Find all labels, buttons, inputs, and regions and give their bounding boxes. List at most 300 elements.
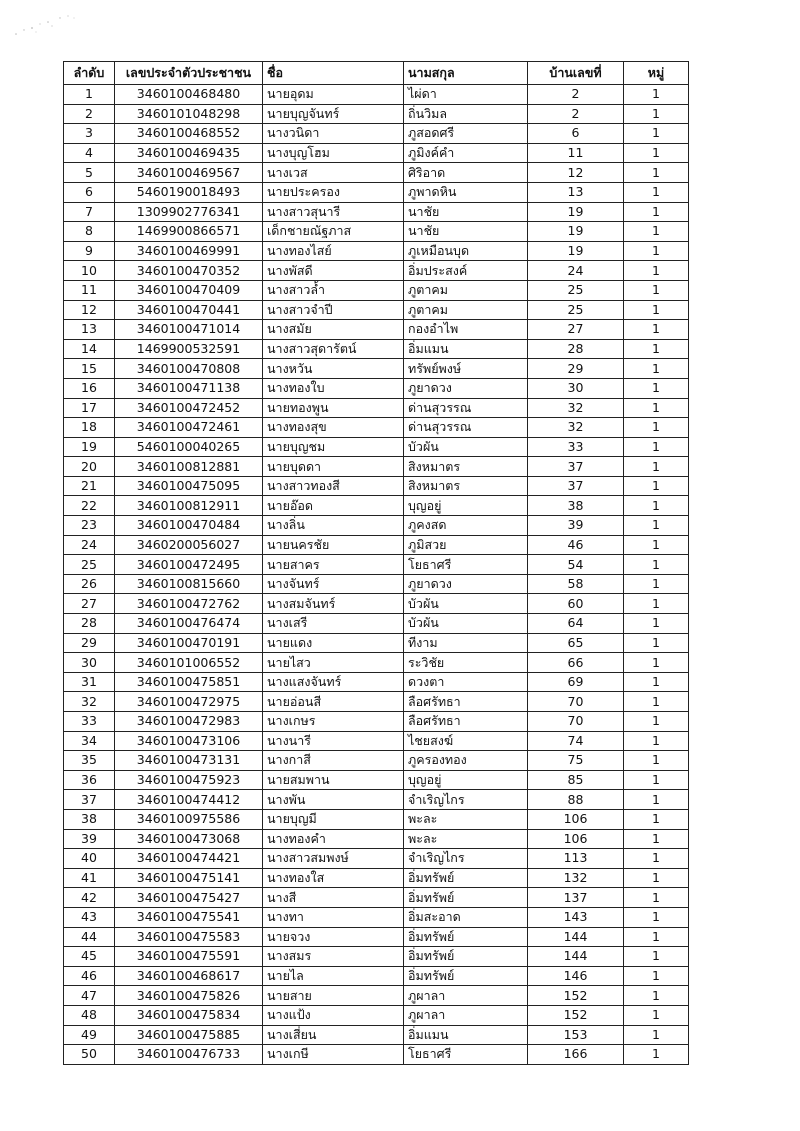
row-surname: ทรัพย์พงษ์: [404, 359, 528, 379]
row-village-number: 1: [624, 692, 689, 712]
header-order: ลำดับ: [64, 62, 115, 85]
table-row: [64, 751, 689, 771]
table-row: [64, 320, 689, 340]
row-citizen-id: 3460100472452: [115, 398, 263, 418]
row-order: 18: [64, 418, 115, 438]
row-citizen-id: 3460100475583: [115, 927, 263, 947]
row-first-name: นางพัสดี: [263, 261, 404, 281]
row-order: 33: [64, 712, 115, 732]
row-first-name: นางสาวจำปี: [263, 300, 404, 320]
row-citizen-id: 3460100470441: [115, 300, 263, 320]
table-row: [64, 124, 689, 144]
row-citizen-id: 3460100472975: [115, 692, 263, 712]
table-row: [64, 1005, 689, 1025]
row-first-name: นายทองพูน: [263, 398, 404, 418]
row-order: 46: [64, 966, 115, 986]
row-village-number: 1: [624, 437, 689, 457]
row-house-number: 143: [528, 907, 624, 927]
row-house-number: 64: [528, 614, 624, 634]
row-surname: พะละ: [404, 809, 528, 829]
row-first-name: นางสาวล้ำ: [263, 280, 404, 300]
row-order: 25: [64, 555, 115, 575]
row-citizen-id: 3460100470409: [115, 280, 263, 300]
row-order: 28: [64, 614, 115, 634]
row-first-name: นายบุดดา: [263, 457, 404, 477]
row-first-name: นางสาวสุนารี: [263, 202, 404, 222]
row-first-name: นายบุญมี: [263, 809, 404, 829]
table-row: [64, 574, 689, 594]
row-house-number: 19: [528, 241, 624, 261]
row-surname: ด่านสุวรรณ: [404, 398, 528, 418]
row-citizen-id: 1309902776341: [115, 202, 263, 222]
row-house-number: 106: [528, 829, 624, 849]
row-village-number: 1: [624, 476, 689, 496]
row-citizen-id: 3460100475834: [115, 1005, 263, 1025]
table-row: [64, 85, 689, 105]
row-surname: อิ่มสะอาด: [404, 907, 528, 927]
row-house-number: 144: [528, 947, 624, 967]
row-order: 17: [64, 398, 115, 418]
table-row: [64, 457, 689, 477]
row-village-number: 1: [624, 378, 689, 398]
row-first-name: นางนารี: [263, 731, 404, 751]
row-house-number: 144: [528, 927, 624, 947]
table-row: [64, 770, 689, 790]
row-citizen-id: 3460100475885: [115, 1025, 263, 1045]
row-citizen-id: 3460100471138: [115, 378, 263, 398]
row-village-number: 1: [624, 672, 689, 692]
table-row: [64, 927, 689, 947]
row-village-number: 1: [624, 182, 689, 202]
row-surname: ภูสอดศรี: [404, 124, 528, 144]
row-village-number: 1: [624, 770, 689, 790]
row-surname: ภูตาคม: [404, 280, 528, 300]
row-order: 40: [64, 849, 115, 869]
row-house-number: 38: [528, 496, 624, 516]
row-citizen-id: 3460100475427: [115, 888, 263, 908]
table-row: [64, 378, 689, 398]
row-house-number: 25: [528, 280, 624, 300]
row-house-number: 152: [528, 1005, 624, 1025]
row-village-number: 1: [624, 1045, 689, 1065]
row-order: 38: [64, 809, 115, 829]
row-first-name: นายบุญจันทร์: [263, 104, 404, 124]
row-house-number: 30: [528, 378, 624, 398]
row-village-number: 1: [624, 888, 689, 908]
table-row: [64, 359, 689, 379]
row-citizen-id: 3460100469567: [115, 163, 263, 183]
row-surname: ด่านสุวรรณ: [404, 418, 528, 438]
row-village-number: 1: [624, 868, 689, 888]
row-citizen-id: 3460100815660: [115, 574, 263, 594]
row-first-name: นางทองใบ: [263, 378, 404, 398]
row-order: 48: [64, 1005, 115, 1025]
row-first-name: นายประครอง: [263, 182, 404, 202]
row-order: 6: [64, 182, 115, 202]
row-citizen-id: 3460100472762: [115, 594, 263, 614]
row-first-name: นางเกษี: [263, 1045, 404, 1065]
row-surname: ดวงตา: [404, 672, 528, 692]
row-first-name: นางเกษร: [263, 712, 404, 732]
table-row: [64, 653, 689, 673]
row-order: 44: [64, 927, 115, 947]
row-house-number: 19: [528, 222, 624, 242]
table-row: [64, 614, 689, 634]
row-house-number: 32: [528, 418, 624, 438]
row-order: 2: [64, 104, 115, 124]
row-surname: นาชัย: [404, 222, 528, 242]
table-row: [64, 692, 689, 712]
row-village-number: 1: [624, 202, 689, 222]
row-citizen-id: 3460100470352: [115, 261, 263, 281]
row-citizen-id: 3460100469991: [115, 241, 263, 261]
row-house-number: 153: [528, 1025, 624, 1045]
row-order: 22: [64, 496, 115, 516]
table-row: [64, 222, 689, 242]
row-order: 8: [64, 222, 115, 242]
row-surname: อิ่มทรัพย์: [404, 868, 528, 888]
row-house-number: 106: [528, 809, 624, 829]
table-row: [64, 731, 689, 751]
row-order: 19: [64, 437, 115, 457]
row-house-number: 60: [528, 594, 624, 614]
row-village-number: 1: [624, 535, 689, 555]
row-surname: ภูพาดหิน: [404, 182, 528, 202]
row-order: 42: [64, 888, 115, 908]
row-house-number: 37: [528, 476, 624, 496]
row-village-number: 1: [624, 300, 689, 320]
row-village-number: 1: [624, 574, 689, 594]
table-row: [64, 947, 689, 967]
row-citizen-id: 3460100476474: [115, 614, 263, 634]
row-first-name: นางลิ่น: [263, 516, 404, 536]
row-village-number: 1: [624, 163, 689, 183]
table-row: [64, 712, 689, 732]
row-first-name: นางสี: [263, 888, 404, 908]
row-surname: โยธาศรี: [404, 555, 528, 575]
row-citizen-id: 3460100476733: [115, 1045, 263, 1065]
row-citizen-id: 3460100812881: [115, 457, 263, 477]
row-citizen-id: 3460100473131: [115, 751, 263, 771]
row-village-number: 1: [624, 143, 689, 163]
row-first-name: นางทองใส: [263, 868, 404, 888]
row-house-number: 2: [528, 85, 624, 105]
row-house-number: 33: [528, 437, 624, 457]
row-surname: สิงหมาตร: [404, 457, 528, 477]
row-citizen-id: 1469900532591: [115, 339, 263, 359]
row-house-number: 19: [528, 202, 624, 222]
row-first-name: นางสาวสุดารัตน์: [263, 339, 404, 359]
row-village-number: 1: [624, 516, 689, 536]
row-first-name: นางทองคำ: [263, 829, 404, 849]
row-citizen-id: 3460100475095: [115, 476, 263, 496]
row-village-number: 1: [624, 966, 689, 986]
row-first-name: นายไสว: [263, 653, 404, 673]
row-first-name: นายไล: [263, 966, 404, 986]
table-row: [64, 790, 689, 810]
row-house-number: 75: [528, 751, 624, 771]
row-order: 45: [64, 947, 115, 967]
row-citizen-id: 3460100975586: [115, 809, 263, 829]
row-first-name: นายจวง: [263, 927, 404, 947]
row-surname: ภูตาคม: [404, 300, 528, 320]
row-house-number: 66: [528, 653, 624, 673]
row-village-number: 1: [624, 849, 689, 869]
row-first-name: นายแดง: [263, 633, 404, 653]
row-house-number: 32: [528, 398, 624, 418]
row-surname: ระวิชัย: [404, 653, 528, 673]
row-house-number: 28: [528, 339, 624, 359]
row-house-number: 54: [528, 555, 624, 575]
row-citizen-id: 3460100468617: [115, 966, 263, 986]
row-house-number: 65: [528, 633, 624, 653]
row-citizen-id: 3460100475591: [115, 947, 263, 967]
row-village-number: 1: [624, 280, 689, 300]
row-village-number: 1: [624, 986, 689, 1006]
row-village-number: 1: [624, 1025, 689, 1045]
row-house-number: 132: [528, 868, 624, 888]
row-surname: ภูยาดวง: [404, 378, 528, 398]
row-village-number: 1: [624, 907, 689, 927]
row-first-name: นายบุญชม: [263, 437, 404, 457]
row-house-number: 27: [528, 320, 624, 340]
row-citizen-id: 3460100468552: [115, 124, 263, 144]
row-surname: อิ่มประสงค์: [404, 261, 528, 281]
row-house-number: 69: [528, 672, 624, 692]
row-first-name: นางพัน: [263, 790, 404, 810]
row-order: 21: [64, 476, 115, 496]
row-first-name: นางทองสุข: [263, 418, 404, 438]
row-house-number: 25: [528, 300, 624, 320]
row-first-name: นางวนิดา: [263, 124, 404, 144]
row-surname: ภูยาดวง: [404, 574, 528, 594]
table-row: [64, 339, 689, 359]
row-citizen-id: 3460100475141: [115, 868, 263, 888]
row-first-name: นางเสี่ยน: [263, 1025, 404, 1045]
row-village-number: 1: [624, 731, 689, 751]
row-citizen-id: 3460100812911: [115, 496, 263, 516]
row-house-number: 11: [528, 143, 624, 163]
row-citizen-id: 3460100470191: [115, 633, 263, 653]
row-house-number: 29: [528, 359, 624, 379]
row-village-number: 1: [624, 320, 689, 340]
row-first-name: นางบุญโฮม: [263, 143, 404, 163]
row-citizen-id: 5460100040265: [115, 437, 263, 457]
row-surname: บุญอยู่: [404, 770, 528, 790]
table-row: [64, 535, 689, 555]
row-first-name: นางทองไสย์: [263, 241, 404, 261]
table-row: [64, 300, 689, 320]
table-body: [64, 85, 689, 1065]
row-citizen-id: 3460200056027: [115, 535, 263, 555]
row-first-name: นายนครชัย: [263, 535, 404, 555]
row-first-name: นายอ่อนสี: [263, 692, 404, 712]
row-village-number: 1: [624, 1005, 689, 1025]
row-surname: ภูครองทอง: [404, 751, 528, 771]
table-row: [64, 163, 689, 183]
table-row: [64, 418, 689, 438]
header-first-name: ชื่อ: [263, 62, 404, 85]
row-citizen-id: 3460100475826: [115, 986, 263, 1006]
row-order: 15: [64, 359, 115, 379]
row-village-number: 1: [624, 496, 689, 516]
row-first-name: นางสมร: [263, 947, 404, 967]
row-house-number: 39: [528, 516, 624, 536]
row-first-name: เด็กชายณัฐภาส: [263, 222, 404, 242]
row-order: 36: [64, 770, 115, 790]
table-row: [64, 594, 689, 614]
table-row: [64, 516, 689, 536]
row-order: 49: [64, 1025, 115, 1045]
row-citizen-id: 3460100474412: [115, 790, 263, 810]
row-citizen-id: 3460100472461: [115, 418, 263, 438]
table-row: [64, 986, 689, 1006]
row-order: 1: [64, 85, 115, 105]
row-village-number: 1: [624, 339, 689, 359]
header-surname: นามสกุล: [404, 62, 528, 85]
table-row: [64, 104, 689, 124]
row-house-number: 6: [528, 124, 624, 144]
row-order: 39: [64, 829, 115, 849]
row-first-name: นางเสรี: [263, 614, 404, 634]
row-surname: ภูเหมือนบุด: [404, 241, 528, 261]
row-village-number: 1: [624, 947, 689, 967]
table-row: [64, 496, 689, 516]
row-citizen-id: 3460100475923: [115, 770, 263, 790]
row-village-number: 1: [624, 712, 689, 732]
row-order: 41: [64, 868, 115, 888]
table-row: [64, 849, 689, 869]
row-surname: ศิริอาด: [404, 163, 528, 183]
row-village-number: 1: [624, 751, 689, 771]
row-order: 3: [64, 124, 115, 144]
table-row: [64, 202, 689, 222]
table-row: [64, 476, 689, 496]
row-first-name: นางแสงจันทร์: [263, 672, 404, 692]
row-surname: อิ่มทรัพย์: [404, 888, 528, 908]
row-village-number: 1: [624, 555, 689, 575]
row-village-number: 1: [624, 633, 689, 653]
row-house-number: 85: [528, 770, 624, 790]
row-order: 9: [64, 241, 115, 261]
row-surname: บัวผัน: [404, 614, 528, 634]
row-surname: ลือศรัทธา: [404, 692, 528, 712]
row-citizen-id: 3460100475851: [115, 672, 263, 692]
table-row: [64, 398, 689, 418]
row-surname: กองอำไพ: [404, 320, 528, 340]
row-surname: ภูมิงค์คำ: [404, 143, 528, 163]
row-house-number: 70: [528, 692, 624, 712]
table-row: [64, 809, 689, 829]
row-surname: นาชัย: [404, 202, 528, 222]
row-order: 32: [64, 692, 115, 712]
table-row: [64, 280, 689, 300]
row-citizen-id: 3460100472983: [115, 712, 263, 732]
row-citizen-id: 3460100472495: [115, 555, 263, 575]
row-surname: บัวผัน: [404, 594, 528, 614]
table-row: [64, 555, 689, 575]
row-surname: บุญอยู่: [404, 496, 528, 516]
row-first-name: นางทา: [263, 907, 404, 927]
row-surname: ทีงาม: [404, 633, 528, 653]
row-order: 35: [64, 751, 115, 771]
row-first-name: นางกาสี: [263, 751, 404, 771]
citizen-list-table: [63, 61, 689, 1065]
row-first-name: นายอ๊อด: [263, 496, 404, 516]
row-surname: ภูคงสด: [404, 516, 528, 536]
table-row: [64, 241, 689, 261]
row-citizen-id: 3460101048298: [115, 104, 263, 124]
row-citizen-id: 1469900866571: [115, 222, 263, 242]
row-citizen-id: 3460100469435: [115, 143, 263, 163]
row-house-number: 70: [528, 712, 624, 732]
row-house-number: 24: [528, 261, 624, 281]
row-citizen-id: 3460100471014: [115, 320, 263, 340]
row-house-number: 146: [528, 966, 624, 986]
table-row: [64, 182, 689, 202]
row-surname: ภูมิสวย: [404, 535, 528, 555]
row-order: 5: [64, 163, 115, 183]
row-citizen-id: 3460100470484: [115, 516, 263, 536]
row-first-name: นายสาย: [263, 986, 404, 1006]
row-order: 4: [64, 143, 115, 163]
table-row: [64, 143, 689, 163]
row-order: 47: [64, 986, 115, 1006]
row-first-name: นายสมพาน: [263, 770, 404, 790]
row-order: 16: [64, 378, 115, 398]
row-surname: ภูผาลา: [404, 1005, 528, 1025]
row-village-number: 1: [624, 457, 689, 477]
table-row: [64, 868, 689, 888]
row-house-number: 166: [528, 1045, 624, 1065]
row-surname: สิงหมาตร: [404, 476, 528, 496]
row-order: 10: [64, 261, 115, 281]
table-row: [64, 966, 689, 986]
table-row: [64, 1025, 689, 1045]
row-village-number: 1: [624, 418, 689, 438]
row-surname: โยธาศรี: [404, 1045, 528, 1065]
row-village-number: 1: [624, 222, 689, 242]
row-surname: จำเริญไกร: [404, 790, 528, 810]
row-first-name: นางสาวทองสี: [263, 476, 404, 496]
row-order: 11: [64, 280, 115, 300]
row-village-number: 1: [624, 614, 689, 634]
row-citizen-id: 3460100475541: [115, 907, 263, 927]
row-house-number: 74: [528, 731, 624, 751]
row-house-number: 46: [528, 535, 624, 555]
row-house-number: 13: [528, 182, 624, 202]
row-house-number: 152: [528, 986, 624, 1006]
row-order: 29: [64, 633, 115, 653]
row-house-number: 58: [528, 574, 624, 594]
row-first-name: นางจันทร์: [263, 574, 404, 594]
table-row: [64, 888, 689, 908]
row-village-number: 1: [624, 124, 689, 144]
table-row: [64, 437, 689, 457]
row-citizen-id: 3460101006552: [115, 653, 263, 673]
row-first-name: นายสาคร: [263, 555, 404, 575]
row-order: 43: [64, 907, 115, 927]
scan-smudge: [4, 8, 84, 48]
row-citizen-id: 3460100473068: [115, 829, 263, 849]
row-order: 13: [64, 320, 115, 340]
row-village-number: 1: [624, 809, 689, 829]
row-first-name: นางเวส: [263, 163, 404, 183]
row-surname: บัวผัน: [404, 437, 528, 457]
row-village-number: 1: [624, 85, 689, 105]
row-first-name: นางสาวสมพงษ์: [263, 849, 404, 869]
row-house-number: 113: [528, 849, 624, 869]
